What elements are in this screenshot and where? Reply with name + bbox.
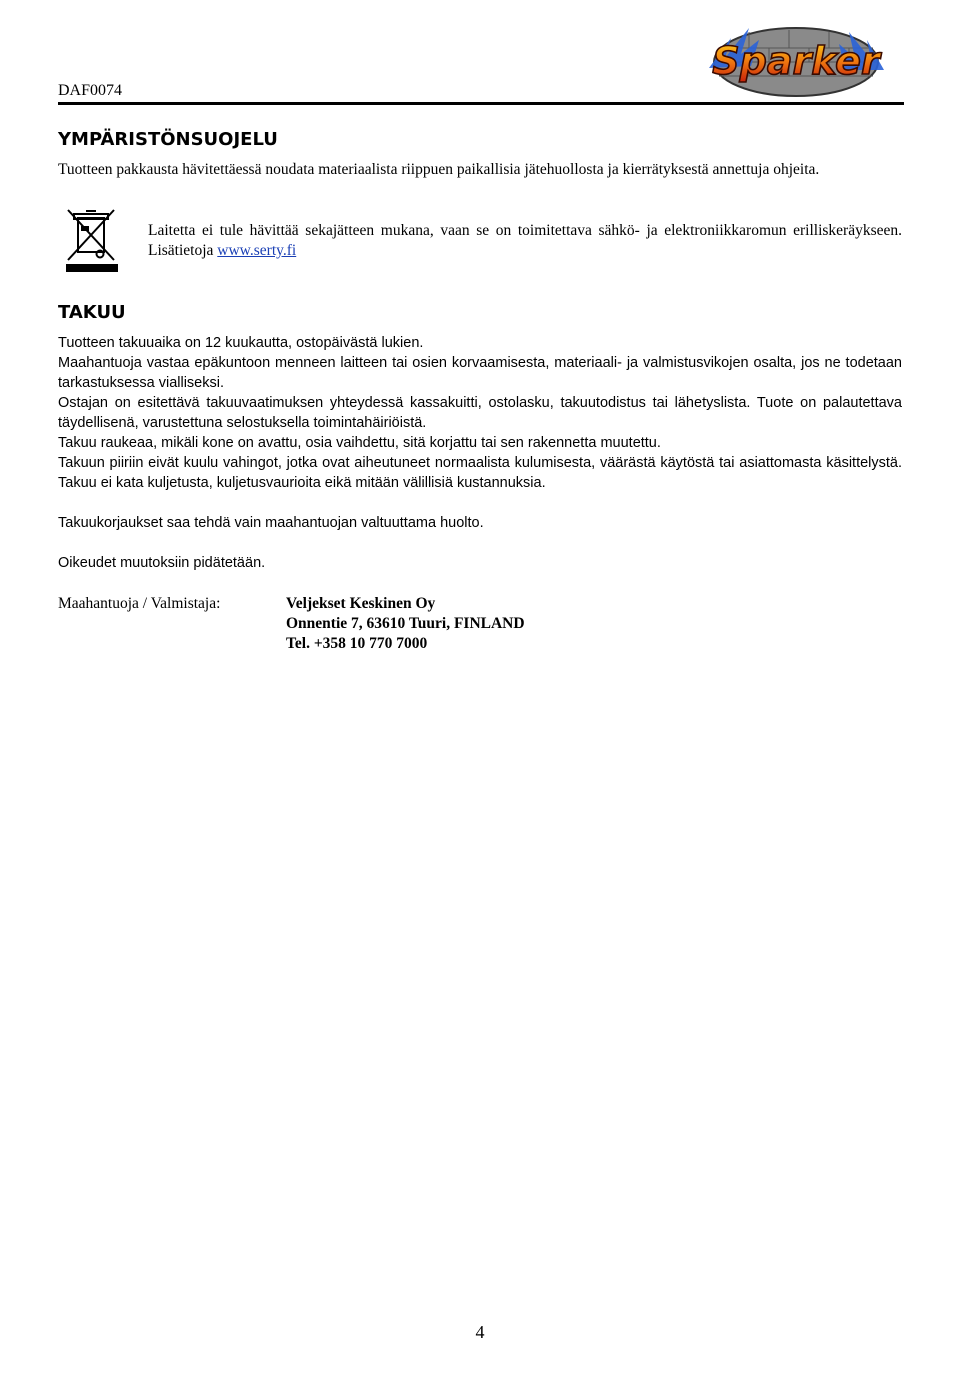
- warranty-void-conditions: Takuu raukeaa, mikäli kone on avattu, osia vaihdettu, sitä korjattu tai sen rakennetta muutettu.: [58, 435, 661, 451]
- crossed-out-wheelie-bin-icon: [64, 208, 120, 274]
- page-number: 4: [475, 1322, 485, 1342]
- page-header: [58, 18, 904, 106]
- warranty-period: Tuotteen takuuaika on 12 kuukautta, ostopäivästä lukien.: [58, 335, 424, 351]
- rights-reserved: Oikeudet muutoksiin pidätetään.: [58, 555, 266, 571]
- environment-intro: Tuotteen pakkausta hävitettäessä noudata materiaalista riippuen paikallisia jätehuollosta ja kierrätyksestä annettuja ohjeita.: [58, 161, 820, 178]
- header-rule: [58, 102, 904, 105]
- importer-label: Maahantuoja / Valmistaja:: [58, 595, 221, 612]
- weee-notice: [148, 221, 902, 261]
- environment-heading: YMPÄRISTÖNSUOJELU: [58, 129, 278, 150]
- logo-text: Sparker: [712, 39, 880, 83]
- warranty-coverage: Maahantuoja vastaa epäkuntoon menneen laitteen tai osien korvaamisesta, materiaali- ja valmistusvikojen osalta, jos ne todetaan tarkastuksessa vialliseksi.: [58, 355, 902, 391]
- serty-link[interactable]: www.serty.fi: [217, 242, 297, 259]
- warranty-repairs: Takuukorjaukset saa tehdä vain maahantuojan valtuuttama huolto.: [58, 515, 484, 531]
- importer-details: [286, 594, 525, 654]
- importer-phone: Tel. +358 10 770 7000: [286, 635, 428, 652]
- document-code: DAF0074: [58, 82, 123, 99]
- importer-address: Onnentie 7, 63610 Tuuri, FINLAND: [286, 615, 525, 632]
- importer-name: Veljekset Keskinen Oy: [286, 595, 436, 612]
- sparker-logo: [689, 18, 904, 102]
- warranty-claim-requirements: Ostajan on esitettävä takuuvaatimuksen yhteydessä kassakuitti, ostolasku, takuutodistus tai lähetyslista. Tuote on palautettava täydellisenä, varustettuna selostuksella toimintahäiriöistä.: [58, 395, 902, 431]
- warranty-heading: TAKUU: [58, 302, 126, 323]
- warranty-exclusions: Takuun piiriin eivät kuulu vahingot, jotka ovat aiheutuneet normaalista kulumisesta, väärästä käytöstä tai asiattomasta käsittelystä. Takuu ei kata kuljetusta, kuljetusvaurioita eikä mitään välillisiä kustannuksia.: [58, 455, 902, 491]
- weee-notice-text: Laitetta ei tule hävittää sekajätteen mukana, vaan se on toimitettava sähkö- ja elektroniikkaromun erilliskeräykseen. Lisätietoja: [148, 222, 902, 259]
